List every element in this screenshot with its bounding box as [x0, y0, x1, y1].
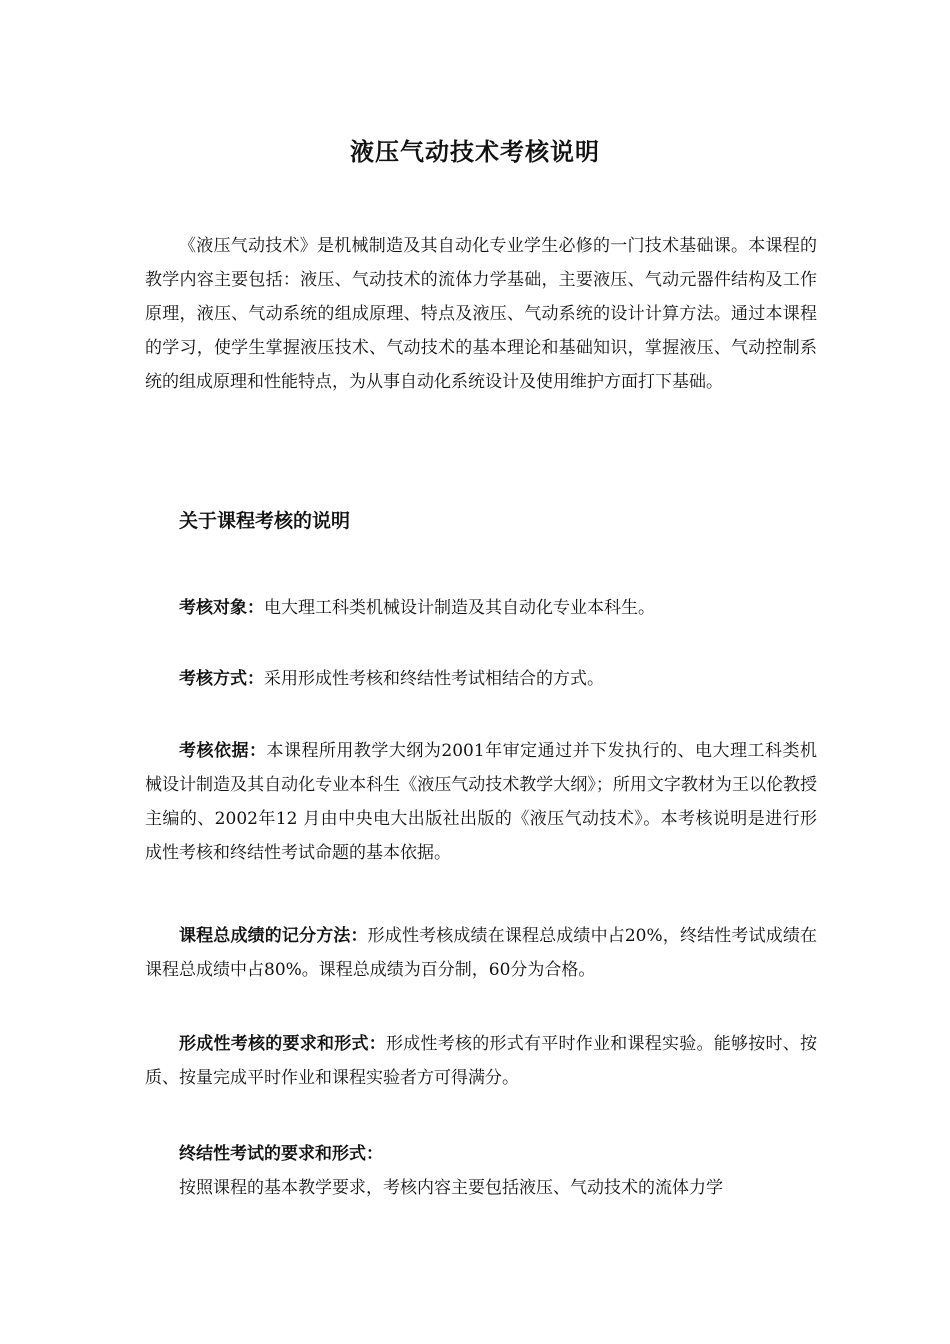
intro-paragraph: 《液压气动技术》是机械制造及其自动化专业学生必修的一门技术基础课。本课程的教学内容主要包括：液压、气动技术的流体力学基础，主要液压、气动元器件结构及工作原理，液压、气动系统的组成原理、特点及液压、气动系统的设计计算方法。通过本课程的学习，使学生掌握液压技术、气动技术的基本理论和基础知识，掌握液压、气动控制系统的组成原理和性能特点，为从事自动化系统设计及使用维护方面打下基础。 — [145, 236, 817, 392]
item-grading-method — [145, 919, 817, 987]
final-exam-text: 按照课程的基本教学要求，考核内容主要包括液压、气动技术的流体力学 — [179, 1178, 723, 1198]
item-label: 课程总成绩的记分方法： — [179, 926, 368, 946]
item-formative-assessment — [145, 1027, 817, 1095]
item-text: 形成性考核的形式有平时作业和课程实验。能够按时、按质、按量完成平时作业和课程实验者方可得满分。 — [145, 1034, 817, 1088]
item-text: 本课程所用教学大纲为2001年审定通过并下发执行的、电大理工科类机械设计制造及其自动化专业本科生《液压气动技术教学大纲》；所用文字教材为王以伦教授主编的、2002年12 月由中央电大出版社出版的《液压气动技术》。本考核说明是进行形成性考核和终结性考试命题的基本依据。 — [145, 741, 818, 863]
item-label: 考核依据： — [179, 741, 267, 761]
item-assessment-basis — [145, 734, 817, 870]
item-text: 电大理工科类机械设计制造及其自动化专业本科生。 — [264, 598, 655, 618]
item-label: 考核对象： — [179, 598, 264, 618]
item-assessment-method — [145, 662, 817, 696]
item-assessment-target — [145, 591, 817, 625]
item-label: 形成性考核的要求和形式： — [179, 1034, 386, 1054]
item-text: 采用形成性考核和终结性考试相结合的方式。 — [264, 669, 604, 689]
item-text: 形成性考核成绩在课程总成绩中占20%，终结性考试成绩在课程总成绩中占80%。课程总成绩为百分制，60分为合格。 — [145, 926, 817, 980]
document-title: 液压气动技术考核说明 — [350, 137, 600, 166]
item-label: 考核方式： — [179, 669, 264, 689]
final-exam-label: 终结性考试的要求和形式： — [179, 1144, 383, 1164]
section-heading: 关于课程考核的说明 — [179, 510, 351, 532]
